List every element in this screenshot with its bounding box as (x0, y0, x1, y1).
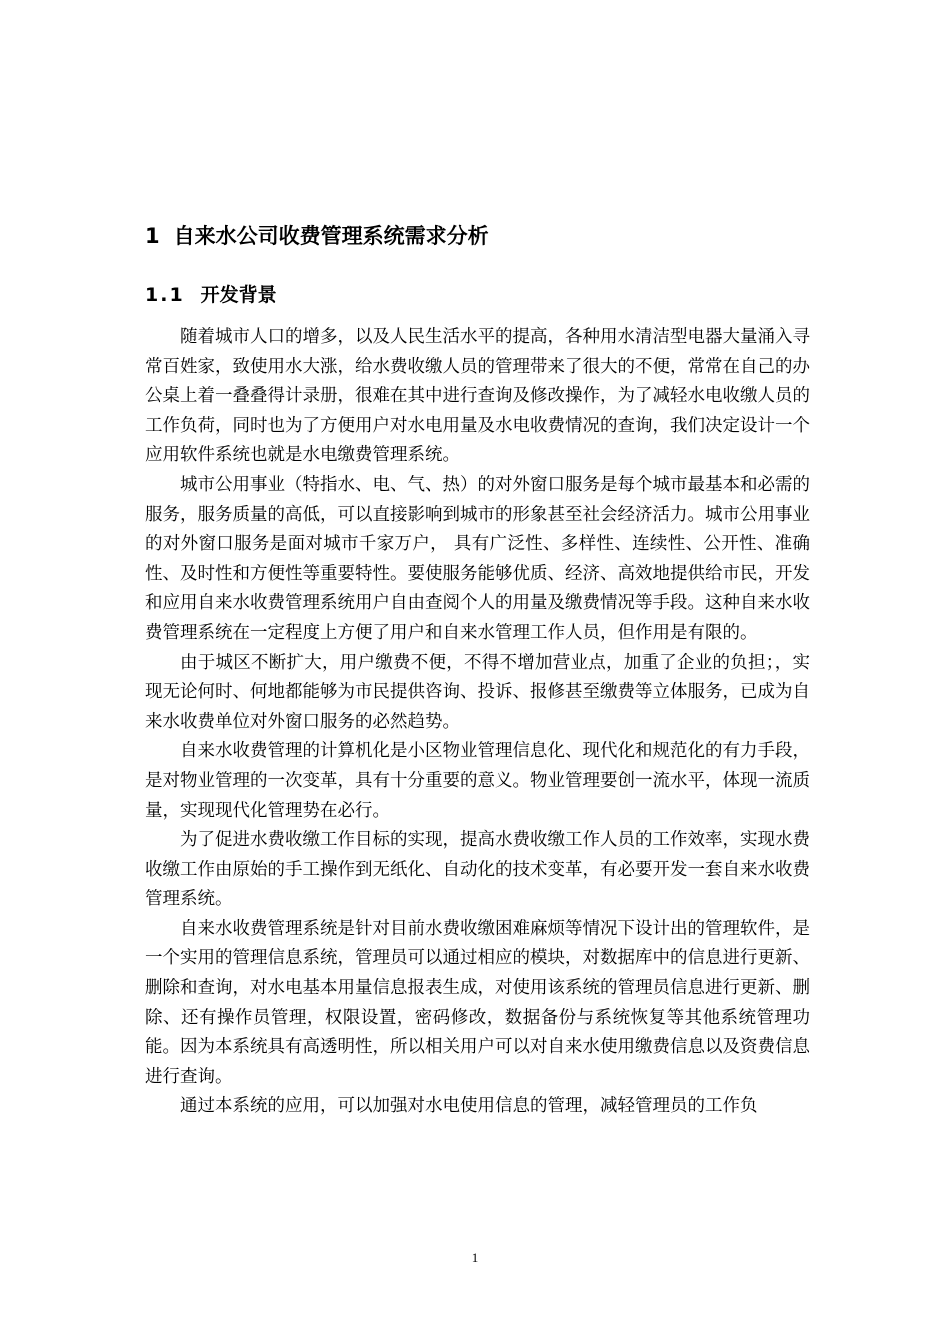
paragraph: 随着城市人口的增多，以及人民生活水平的提高，各种用水清洁型电器大量涌入寻常百姓家，致使用水大涨，给水费收缴人员的管理带来了很大的不便，常常在自己的办公桌上着一叠叠得计录册，很难在其中进行查询及修改操作，为了减轻水电收缴人员的工作负荷，同时也为了方便用户对水电用量及水电收费情况的查询，我们决定设计一个应用软件系统也就是水电缴费管理系统。 (145, 327, 810, 466)
paragraph: 城市公用事业（特指水、电、气、热）的对外窗口服务是每个城市最基本和必需的服务，服务质量的高低，可以直接影响到城市的形象甚至社会经济活力。城市公用事业的对外窗口服务是面对城市千家万户， 具有广泛性、多样性、连续性、公开性、准确性、及时性和方便性等重要特性。要使服务能够优质、经济、高效地提供给市民，开发和应用自来水收费管理系统用户自由查阅个人的用量及缴费情况等手段。这种自来水收费管理系统在一定程度上方便了用户和自来水管理工作人员，但作用是有限的。 (145, 474, 810, 643)
paragraph: 由于城区不断扩大，用户缴费不便，不得不增加营业点，加重了企业的负担；，实现无论何时、何地都能够为市民提供咨询、投诉、报修甚至缴费等立体服务，已成为自来水收费单位对外窗口服务的必然趋势。 (145, 652, 810, 732)
paragraph: 自来水收费管理系统是针对目前水费收缴困难麻烦等情况下设计出的管理软件，是一个实用的管理信息系统，管理员可以通过相应的模块，对数据库中的信息进行更新、删除和查询，对水电基本用量信息报表生成，对使用该系统的管理员信息进行更新、删除、还有操作员管理，权限设置，密码修改，数据备份与系统恢复等其他系统管理功能。因为本系统具有高透明性，所以相关用户可以对自来水使用缴费信息以及资费信息进行查询。 (145, 918, 810, 1087)
section-number: 1.1 (145, 284, 185, 306)
paragraph: 通过本系统的应用，可以加强对水电使用信息的管理，减轻管理员的工作负 (180, 1096, 758, 1117)
chapter-title: 自来水公司收费管理系统需求分析 (173, 224, 489, 248)
section-heading (145, 277, 810, 313)
body-text (145, 323, 810, 1122)
chapter-heading (145, 216, 810, 256)
chapter-number: 1 (145, 224, 160, 248)
section-title: 开发背景 (200, 284, 277, 306)
page-number: 1 (471, 1250, 479, 1265)
page-content (145, 216, 810, 1122)
paragraph: 为了促进水费收缴工作目标的实现，提高水费收缴工作人员的工作效率，实现水费收缴工作由原始的手工操作到无纸化、自动化的技术变革，有必要开发一套自来水收费管理系统。 (145, 830, 810, 910)
paragraph: 自来水收费管理的计算机化是小区物业管理信息化、现代化和规范化的有力手段，是对物业管理的一次变革，具有十分重要的意义。物业管理要创一流水平，体现一流质量，实现现代化管理势在必行。 (145, 741, 810, 821)
